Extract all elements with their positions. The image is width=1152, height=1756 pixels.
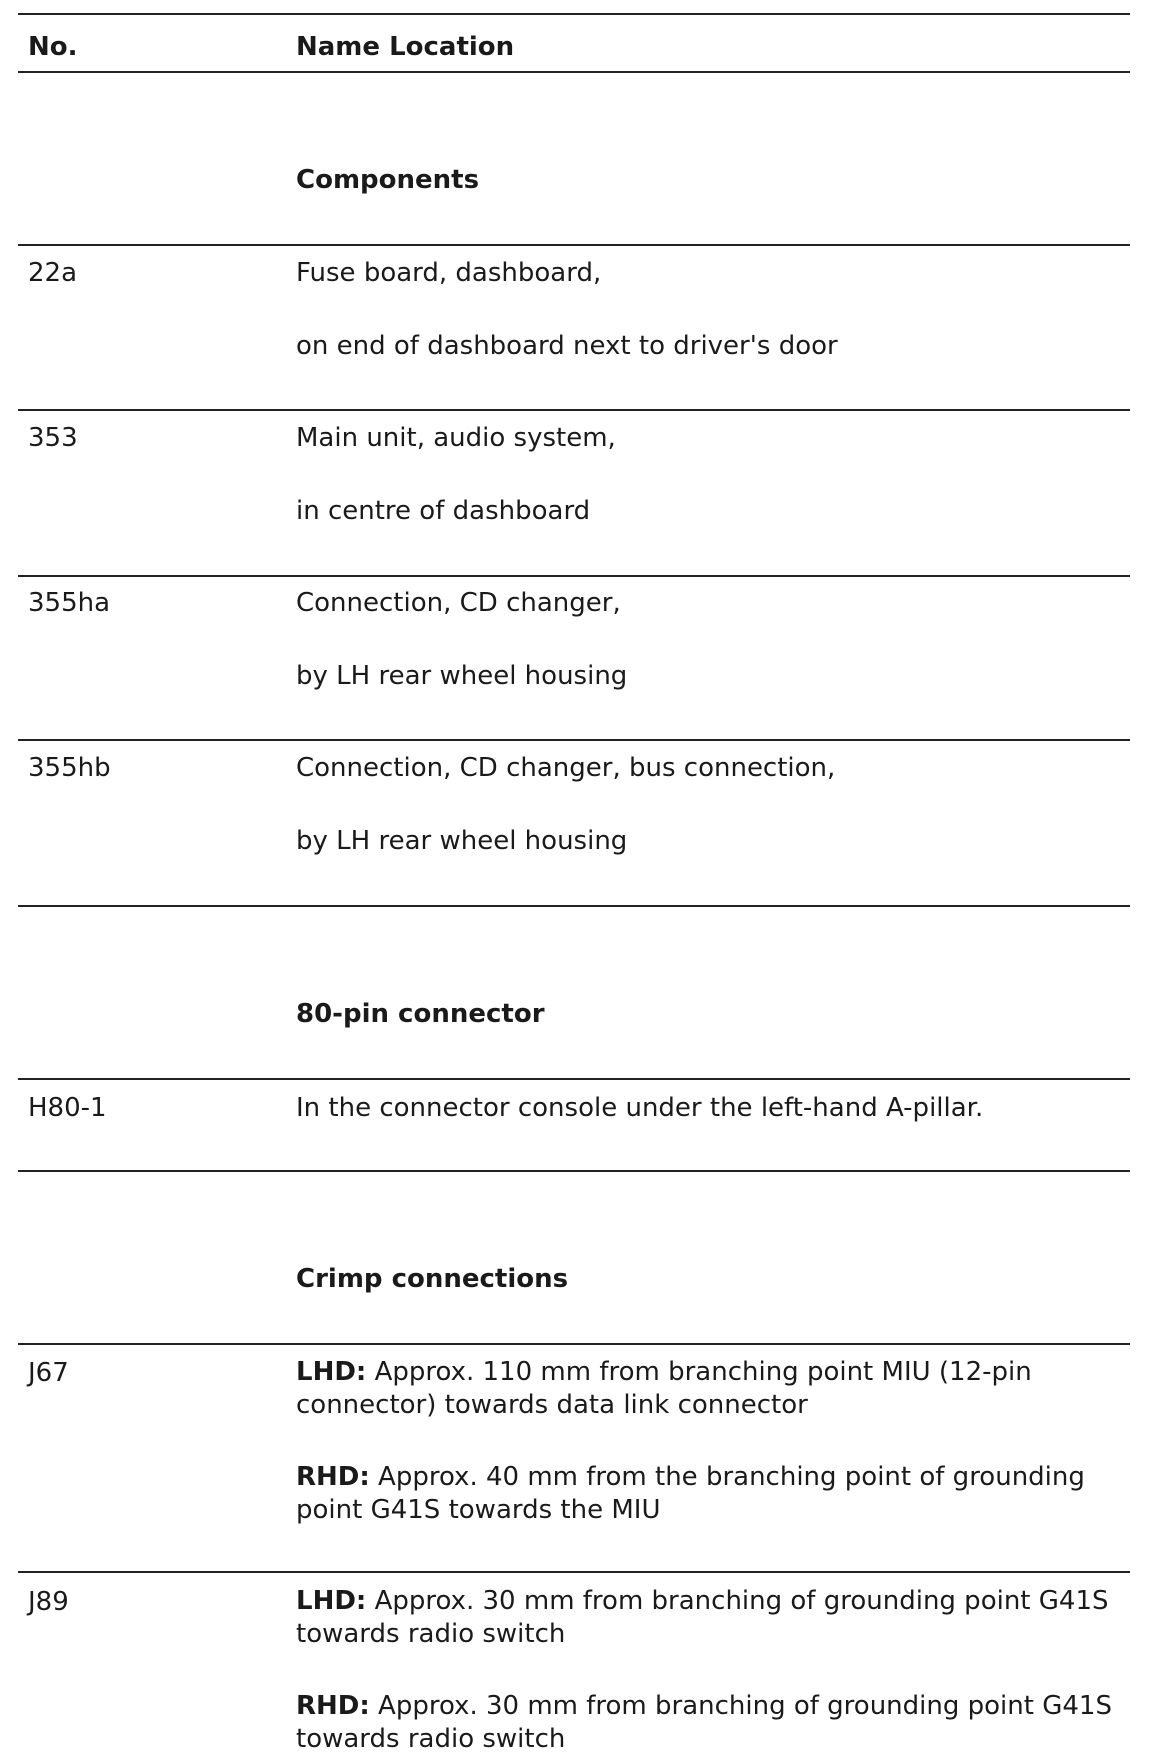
column-header-no: No.	[28, 32, 78, 62]
lhd-note	[296, 1356, 1126, 1422]
row-rule	[18, 739, 1130, 741]
row-name: Connection, CD changer,	[296, 588, 621, 618]
row-rule	[18, 575, 1130, 577]
rhd-label: RHD:	[296, 1691, 370, 1721]
row-no-22a: 22a	[28, 258, 78, 288]
lhd-text: Approx. 30 mm from branching of grounding point G41S towards radio switch	[296, 1586, 1109, 1649]
row-rule	[18, 409, 1130, 411]
header-bottom-rule	[18, 71, 1130, 73]
section-rule	[18, 244, 1130, 246]
row-location: by LH rear wheel housing	[296, 826, 628, 856]
row-rule	[18, 905, 1130, 907]
row-rule	[18, 1571, 1130, 1573]
row-location: In the connector console under the left-hand A-pillar.	[296, 1093, 984, 1123]
lhd-label: LHD:	[296, 1586, 367, 1616]
row-no-355hb: 355hb	[28, 753, 111, 783]
section-title-components: Components	[296, 165, 480, 195]
rhd-label: RHD:	[296, 1462, 370, 1492]
lhd-note	[296, 1585, 1126, 1651]
lhd-text: Approx. 110 mm from branching point MIU (12-pin connector) towards data link connector	[296, 1357, 1032, 1420]
lhd-label: LHD:	[296, 1357, 367, 1387]
row-location: on end of dashboard next to driver's door	[296, 331, 838, 361]
row-rule	[18, 1170, 1130, 1172]
row-name: Main unit, audio system,	[296, 423, 616, 453]
row-name: Fuse board, dashboard,	[296, 258, 602, 288]
rhd-note	[296, 1461, 1126, 1527]
row-no-j67: J67	[28, 1358, 69, 1388]
header-top-rule	[18, 13, 1130, 15]
row-no-355ha: 355ha	[28, 588, 111, 618]
section-title-80-pin-connector: 80-pin connector	[296, 999, 545, 1029]
row-location: by LH rear wheel housing	[296, 661, 628, 691]
rhd-note	[296, 1690, 1126, 1756]
section-title-crimp-connections: Crimp connections	[296, 1264, 569, 1294]
section-rule	[18, 1343, 1130, 1345]
rhd-text: Approx. 30 mm from branching of grounding point G41S towards radio switch	[296, 1691, 1112, 1754]
row-no-j89: J89	[28, 1587, 69, 1617]
row-name: Connection, CD changer, bus connection,	[296, 753, 836, 783]
row-no-353: 353	[28, 423, 78, 453]
rhd-text: Approx. 40 mm from the branching point of grounding point G41S towards the MIU	[296, 1462, 1085, 1525]
row-no-h80-1: H80-1	[28, 1093, 107, 1123]
section-rule	[18, 1078, 1130, 1080]
column-header-name-location: Name Location	[296, 32, 515, 62]
row-location: in centre of dashboard	[296, 496, 591, 526]
